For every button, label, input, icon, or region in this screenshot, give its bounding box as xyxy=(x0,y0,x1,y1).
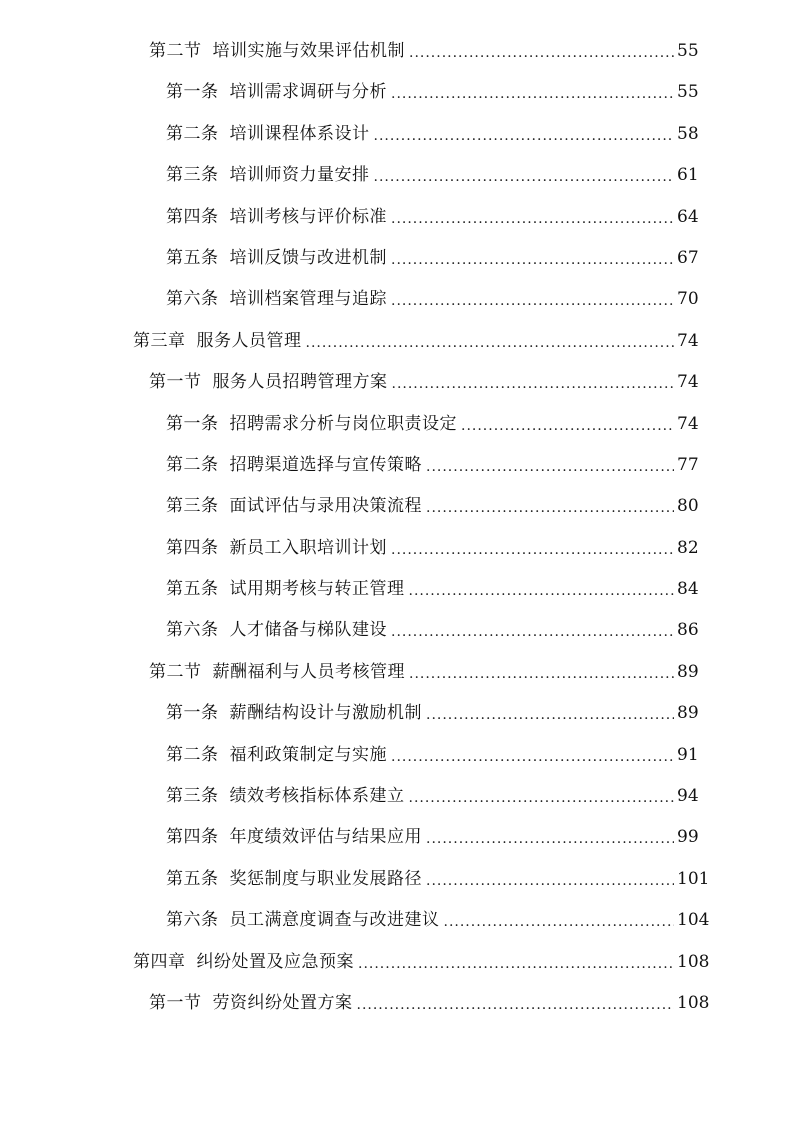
toc-entry-number: 第五条 xyxy=(166,247,219,268)
toc-entry[interactable] xyxy=(0,900,793,941)
toc-entry-number: 第六条 xyxy=(166,620,219,641)
toc-entry-number: 第四条 xyxy=(166,537,219,558)
toc-dot-leader xyxy=(426,488,674,529)
toc-entry-page: 80 xyxy=(677,496,699,517)
toc-entry-page: 94 xyxy=(677,786,699,807)
toc-entry-number: 第四条 xyxy=(166,206,219,227)
toc-entry-title: 培训实施与效果评估机制 xyxy=(212,41,405,61)
toc-entry-title: 面试评估与录用决策流程 xyxy=(229,496,422,517)
toc-entry[interactable] xyxy=(0,652,793,693)
toc-entry-page: 58 xyxy=(677,123,699,144)
toc-entry-page: 64 xyxy=(677,206,699,227)
toc-dot-leader xyxy=(391,281,674,322)
toc-dot-leader xyxy=(461,406,674,447)
toc-entry[interactable] xyxy=(0,114,793,155)
toc-dot-leader xyxy=(391,74,674,115)
toc-entry[interactable] xyxy=(0,693,793,734)
toc-entry[interactable] xyxy=(0,279,793,320)
toc-entry[interactable] xyxy=(0,362,793,403)
toc-entry[interactable] xyxy=(0,31,793,72)
toc-entry-number: 第二条 xyxy=(166,744,219,765)
toc-entry-title: 服务人员招聘管理方案 xyxy=(212,372,388,393)
toc-dot-leader xyxy=(357,985,675,1026)
toc-entry-number: 第一条 xyxy=(166,413,219,434)
toc-entry-number: 第五条 xyxy=(166,579,219,600)
toc-entry-page: 77 xyxy=(677,454,699,475)
toc-entry-page: 91 xyxy=(677,744,699,765)
toc-entry-page: 99 xyxy=(677,827,699,848)
toc-entry-number: 第三条 xyxy=(166,786,219,807)
toc-entry-page: 86 xyxy=(677,620,699,641)
toc-entry[interactable] xyxy=(0,321,793,362)
toc-entry[interactable] xyxy=(0,445,793,486)
toc-entry-title: 招聘渠道选择与宣传策略 xyxy=(229,454,422,475)
toc-entry-number: 第三条 xyxy=(166,165,219,186)
toc-dot-leader xyxy=(409,571,675,612)
toc-entry-page: 74 xyxy=(677,330,699,351)
toc-entry-page: 108 xyxy=(677,951,710,972)
toc-entry-title: 服务人员管理 xyxy=(196,330,302,351)
toc-entry[interactable] xyxy=(0,404,793,445)
toc-entry[interactable] xyxy=(0,983,793,1024)
toc-entry[interactable] xyxy=(0,72,793,113)
toc-entry[interactable] xyxy=(0,859,793,900)
toc-entry[interactable] xyxy=(0,610,793,651)
toc-entry-page: 67 xyxy=(677,247,699,268)
toc-dot-leader xyxy=(306,323,675,364)
toc-dot-leader xyxy=(358,944,674,985)
toc-entry-title: 劳资纠纷处置方案 xyxy=(212,992,353,1013)
toc-entry-page: 55 xyxy=(677,82,699,103)
toc-entry-number: 第一条 xyxy=(166,703,219,724)
toc-entry-number: 第六条 xyxy=(166,910,219,931)
toc-entry-page: 89 xyxy=(677,661,699,682)
toc-entry-number: 第四章 xyxy=(133,951,186,972)
toc-entry-title: 培训课程体系设计 xyxy=(229,123,370,144)
toc-entry-page: 61 xyxy=(677,165,699,186)
toc-entry-number: 第一条 xyxy=(166,82,219,103)
toc-entry-title: 人才储备与梯队建设 xyxy=(229,620,387,641)
toc-entry-title: 培训档案管理与追踪 xyxy=(229,289,387,310)
toc-entry-title: 薪酬福利与人员考核管理 xyxy=(212,661,405,682)
toc-entry-page: 74 xyxy=(677,372,699,393)
toc-entry-title: 新员工入职培训计划 xyxy=(229,537,387,558)
toc-entry-page: 108 xyxy=(677,992,710,1013)
toc-entry-number: 第五条 xyxy=(166,868,219,889)
toc-entry-title: 招聘需求分析与岗位职责设定 xyxy=(229,413,457,434)
toc-entry-title: 薪酬结构设计与激励机制 xyxy=(229,703,422,724)
toc-entry-title: 试用期考核与转正管理 xyxy=(229,579,405,600)
toc-entry-number: 第六条 xyxy=(166,289,219,310)
toc-entry-title: 培训反馈与改进机制 xyxy=(229,247,387,268)
toc-entry-number: 第四条 xyxy=(166,827,219,848)
toc-entry-title: 员工满意度调查与改进建议 xyxy=(229,910,440,931)
toc-entry-number: 第二条 xyxy=(166,123,219,144)
toc-entry-title: 绩效考核指标体系建立 xyxy=(229,786,405,807)
toc-dot-leader xyxy=(426,819,674,860)
toc-entry-page: 89 xyxy=(677,703,699,724)
toc-dot-leader xyxy=(426,695,674,736)
toc-dot-leader xyxy=(391,737,674,778)
toc-entry-number: 第一节 xyxy=(149,372,202,393)
toc-entry[interactable] xyxy=(0,238,793,279)
toc-entry-page: 70 xyxy=(677,289,699,310)
toc-entry-number: 第二条 xyxy=(166,454,219,475)
table-of-contents xyxy=(0,31,793,1024)
toc-entry-page: 84 xyxy=(677,579,699,600)
toc-entry-title: 奖惩制度与职业发展路径 xyxy=(229,868,422,889)
toc-dot-leader xyxy=(374,116,675,157)
toc-dot-leader xyxy=(391,240,674,281)
toc-entry-title: 培训需求调研与分析 xyxy=(229,82,387,103)
toc-entry-number: 第一节 xyxy=(149,992,202,1013)
toc-entry[interactable] xyxy=(0,942,793,983)
toc-entry-page: 74 xyxy=(677,413,699,434)
toc-entry-number: 第二节 xyxy=(149,41,202,61)
toc-entry-page: 82 xyxy=(677,537,699,558)
toc-dot-leader xyxy=(391,199,674,240)
toc-dot-leader xyxy=(374,157,675,198)
toc-entry[interactable] xyxy=(0,197,793,238)
toc-entry-page: 101 xyxy=(677,868,710,889)
toc-entry-title: 福利政策制定与实施 xyxy=(229,744,387,765)
toc-dot-leader xyxy=(392,364,675,405)
toc-entry[interactable] xyxy=(0,486,793,527)
toc-entry-title: 年度绩效评估与结果应用 xyxy=(229,827,422,848)
toc-entry-page: 55 xyxy=(677,41,699,61)
toc-entry-title: 培训考核与评价标准 xyxy=(229,206,387,227)
toc-entry[interactable] xyxy=(0,569,793,610)
toc-dot-leader xyxy=(391,612,674,653)
toc-dot-leader xyxy=(391,530,674,571)
toc-entry[interactable] xyxy=(0,776,793,817)
toc-entry[interactable] xyxy=(0,155,793,196)
toc-entry-title: 纠纷处置及应急预案 xyxy=(196,951,354,972)
toc-entry-title: 培训师资力量安排 xyxy=(229,165,370,186)
toc-dot-leader xyxy=(409,33,674,74)
toc-entry[interactable] xyxy=(0,817,793,858)
toc-entry-number: 第三章 xyxy=(133,330,186,351)
toc-entry-number: 第三条 xyxy=(166,496,219,517)
toc-entry-page: 104 xyxy=(677,910,710,931)
toc-dot-leader xyxy=(426,861,674,902)
toc-entry[interactable] xyxy=(0,528,793,569)
toc-entry-number: 第二节 xyxy=(149,661,202,682)
toc-entry[interactable] xyxy=(0,735,793,776)
toc-dot-leader xyxy=(426,447,674,488)
toc-dot-leader xyxy=(409,654,674,695)
toc-dot-leader xyxy=(409,778,675,819)
toc-dot-leader xyxy=(444,902,675,943)
